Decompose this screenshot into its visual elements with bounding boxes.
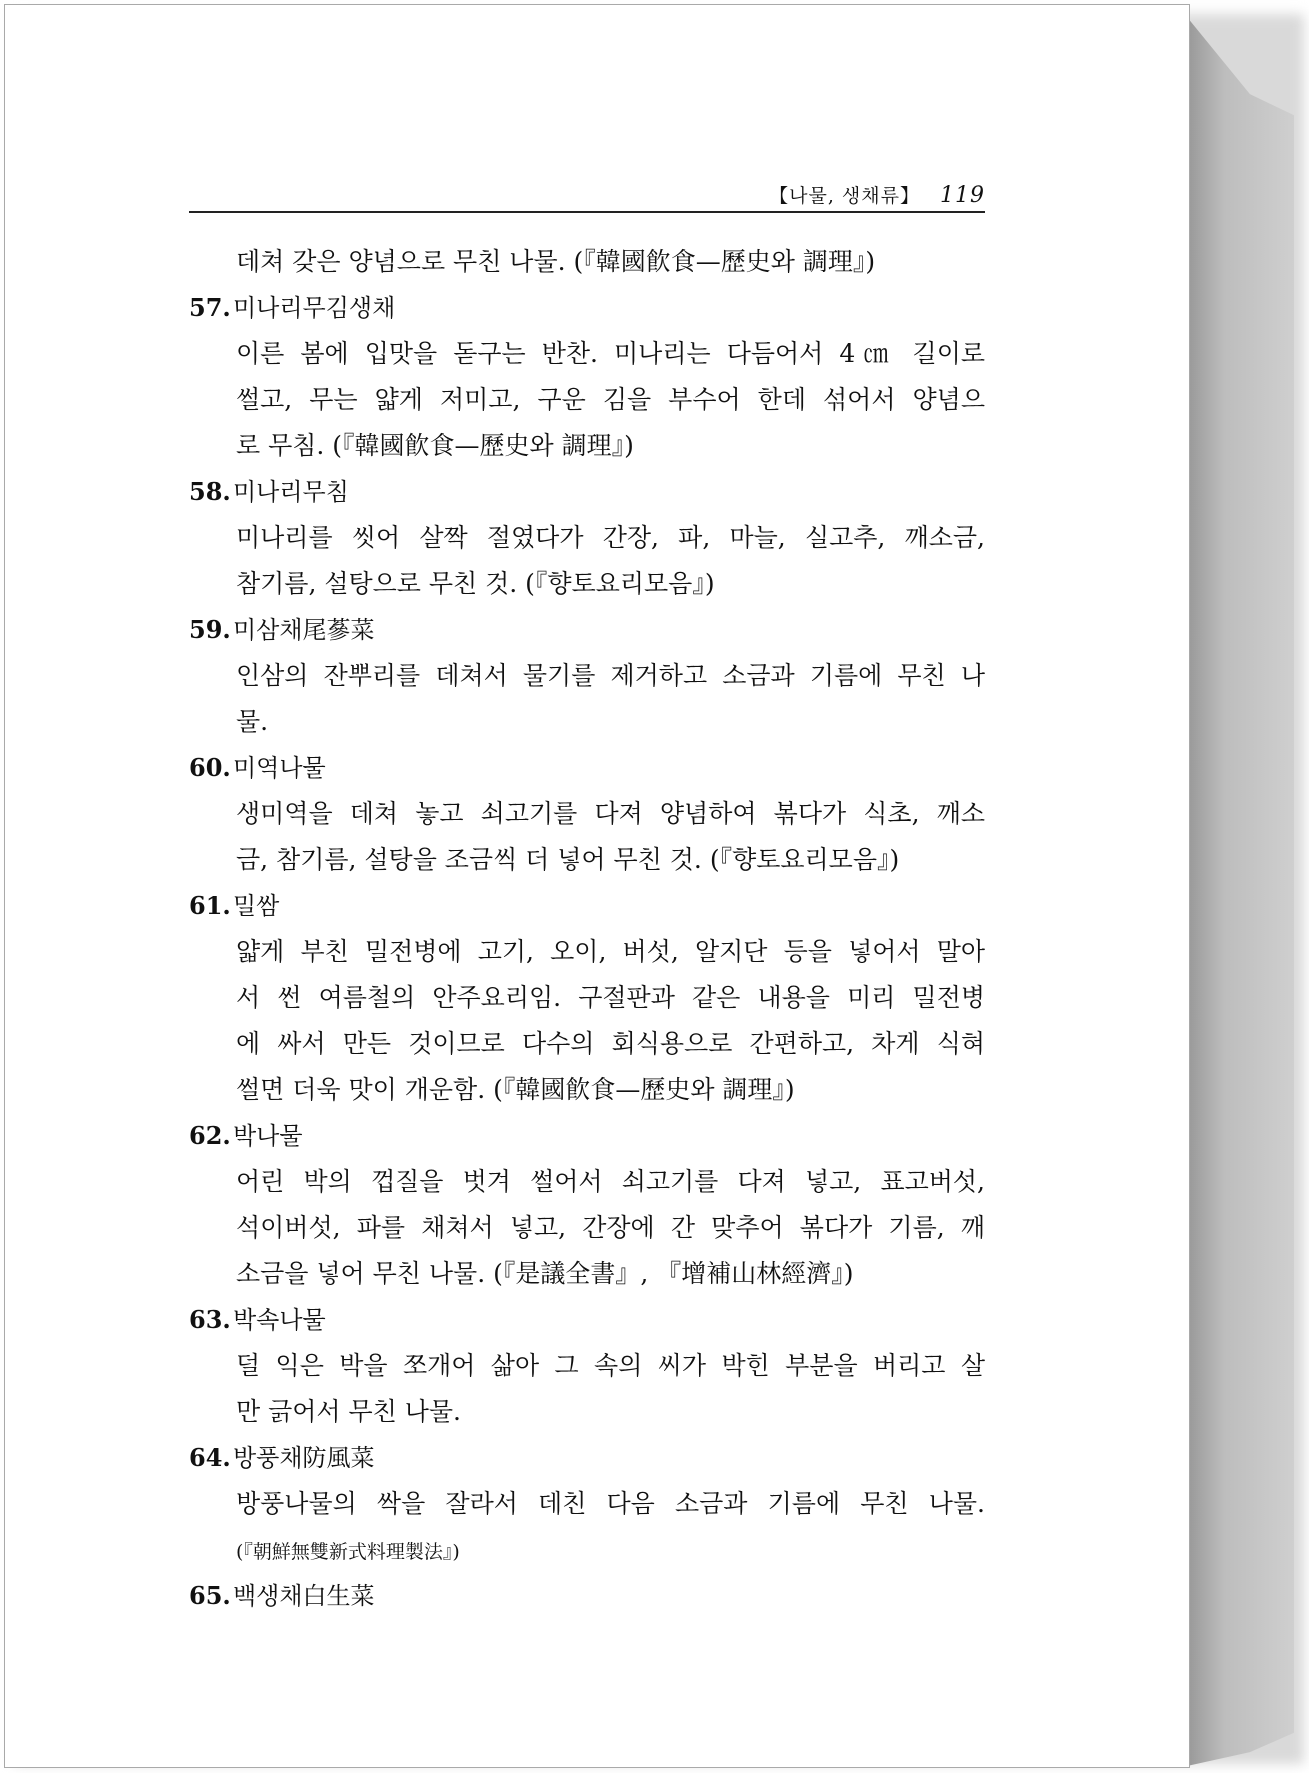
- entry-text-line: 인삼의 잔뿌리를 데쳐서 물기를 제거하고 소금과 기름에 무친 나: [236, 661, 985, 690]
- entry-text-line: 덜 익은 박을 쪼개어 삶아 그 속의 씨가 박힌 부분을 버리고 살: [236, 1351, 985, 1380]
- entry-title: 미나리무침: [233, 478, 349, 506]
- entry-heading: [189, 469, 985, 515]
- entry-text-line: 석이버섯, 파를 채쳐서 넣고, 간장에 간 맞추어 볶다가 기름, 깨: [236, 1213, 985, 1242]
- book-page: [4, 4, 1190, 1768]
- entry-text-line: 얇게 부친 밀전병에 고기, 오이, 버섯, 알지단 등을 넣어서 말아: [236, 937, 985, 966]
- entry-heading: [189, 285, 985, 331]
- running-head: [195, 181, 985, 208]
- entry-63: [189, 1297, 985, 1435]
- entry-number: 65.: [189, 1581, 231, 1610]
- entry-text-line: [189, 1527, 985, 1573]
- entry-title: 박나물: [233, 1122, 303, 1150]
- entry-heading: [189, 1573, 985, 1619]
- entry-text-line: 방풍나물의 싹을 잘라서 데친 다음 소금과 기름에 무친 나물.: [236, 1489, 985, 1518]
- section-title: 【나물, 생채류】: [769, 185, 920, 207]
- entry-text-line: 썰면 더욱 맛이 개운함. (『韓國飮食—歷史와 調理』): [236, 1075, 795, 1104]
- entry-57: [189, 285, 985, 469]
- entry-text-line: 물.: [236, 707, 269, 736]
- entry-number: 61.: [189, 891, 231, 920]
- entry-64: [189, 1435, 985, 1573]
- entry-number: 64.: [189, 1443, 231, 1472]
- entry-text-line: 만 긁어서 무친 나물.: [236, 1397, 461, 1426]
- entry-title: 방풍채防風菜: [233, 1444, 375, 1472]
- entry-62: [189, 1113, 985, 1297]
- entry-text-line: 생미역을 데쳐 놓고 쇠고기를 다져 양념하여 볶다가 식초, 깨소: [236, 799, 985, 828]
- entry-heading: [189, 745, 985, 791]
- entry-text-line: 이른 봄에 입맛을 돋구는 반찬. 미나리는 다듬어서 4㎝ 길이로: [236, 339, 985, 368]
- entry-list: [189, 239, 985, 1619]
- entry-text-line: 참기름, 설탕으로 무친 것. (『향토요리모음』): [236, 569, 715, 598]
- entry-title: 미삼채尾蔘菜: [233, 616, 375, 644]
- entry-heading: [189, 1297, 985, 1343]
- entry-text-line: 에 싸서 만든 것이므로 다수의 회식용으로 간편하고, 차게 식혀: [236, 1029, 985, 1058]
- entry-heading: [189, 1435, 985, 1481]
- entry-number: 57.: [189, 293, 231, 322]
- entry-58: [189, 469, 985, 607]
- entry-number: 62.: [189, 1121, 231, 1150]
- entry-text-line: 미나리를 씻어 살짝 절였다가 간장, 파, 마늘, 실고추, 깨소금,: [236, 523, 985, 552]
- entry-text-line: 서 썬 여름철의 안주요리임. 구절판과 같은 내용을 미리 밀전병: [236, 983, 985, 1012]
- book-page-edges: [1178, 6, 1294, 1768]
- entry-source: (『朝鮮無雙新式料理製法』): [236, 1541, 460, 1563]
- entry-61: [189, 883, 985, 1113]
- entry-title: 박속나물: [233, 1306, 326, 1334]
- entry-number: 60.: [189, 753, 231, 782]
- entry-text-line: 데쳐 갖은 양념으로 무친 나물. (『韓國飮食—歷史와 調理』): [236, 247, 876, 276]
- entry-title: 미나리무김생채: [233, 294, 396, 322]
- entry-number: 59.: [189, 615, 231, 644]
- entry-59: [189, 607, 985, 745]
- entry-text-line: 어린 박의 껍질을 벗겨 썰어서 쇠고기를 다져 넣고, 표고버섯,: [236, 1167, 985, 1196]
- entry-60: [189, 745, 985, 883]
- entry-heading: [189, 883, 985, 929]
- continuation-entry: [189, 239, 985, 285]
- entry-title: 백생채白生菜: [233, 1582, 375, 1610]
- page-number: 119: [940, 183, 985, 208]
- entry-title: 미역나물: [233, 754, 326, 782]
- entry-number: 58.: [189, 477, 231, 506]
- entry-65: [189, 1573, 985, 1619]
- entry-text-line: 금, 참기름, 설탕을 조금씩 더 넣어 무친 것. (『향토요리모음』): [236, 845, 900, 874]
- entry-title: 밀쌈: [233, 892, 280, 920]
- entry-text-line: 소금을 넣어 무친 나물. (『是議全書』, 『增補山林經濟』): [236, 1259, 854, 1288]
- entry-heading: [189, 607, 985, 653]
- header-rule: [189, 211, 985, 213]
- entry-text-line: 썰고, 무는 얇게 저미고, 구운 김을 부수어 한데 섞어서 양념으: [236, 385, 985, 414]
- entry-heading: [189, 1113, 985, 1159]
- page-content-area: [5, 5, 1189, 1767]
- entry-text-line: 로 무침. (『韓國飮食—歷史와 調理』): [236, 431, 634, 460]
- entry-number: 63.: [189, 1305, 231, 1334]
